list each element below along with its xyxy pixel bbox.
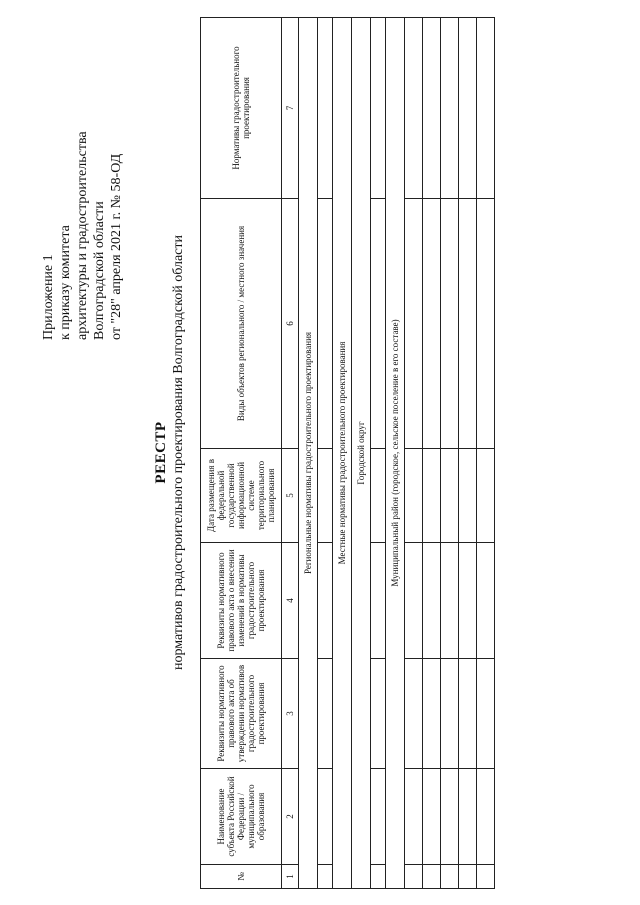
header-cell: Наименование субъекта Российской Федерации / муниципального образования	[201, 769, 282, 865]
section-local: Местные нормативы градостроительного проектирования	[333, 18, 352, 889]
column-number: 4	[282, 543, 299, 659]
section-row	[352, 18, 371, 889]
column-number-row	[282, 18, 299, 889]
table-row	[405, 18, 423, 889]
table-row	[477, 18, 495, 889]
appendix-line: от "28" апреля 2021 г. № 58-ОД	[109, 153, 124, 340]
column-number: 6	[282, 199, 299, 449]
header-cell: Реквизиты нормативного правового акта о внесении изменений в нормативы градостроительного проектирования	[201, 543, 282, 659]
section-regional: Региональные нормативы градостроительного проектирования	[299, 18, 318, 889]
header-cell: Нормативы градостроительного проектирования	[201, 18, 282, 199]
section-city-district: Городской округ	[352, 18, 371, 889]
appendix-line: к приказу комитета	[58, 225, 73, 340]
column-number: 5	[282, 449, 299, 543]
section-row	[386, 18, 405, 889]
title-main: РЕЕСТР	[153, 421, 169, 484]
section-row	[333, 18, 352, 889]
section-municipal-district: Муниципальный район (городское, сельское поселение в его составе)	[386, 18, 405, 889]
appendix-line: архитектуры и градостроительства	[75, 131, 90, 340]
column-number: 3	[282, 659, 299, 769]
table-row	[318, 18, 333, 889]
table-row	[459, 18, 477, 889]
header-cell: №	[201, 865, 282, 889]
document-title	[152, 0, 188, 905]
registry-table	[200, 17, 495, 889]
column-number: 2	[282, 769, 299, 865]
table-row	[371, 18, 386, 889]
section-row	[299, 18, 318, 889]
appendix-line: Волгоградской области	[92, 201, 107, 340]
table-row	[441, 18, 459, 889]
header-cell: Дата размещения в федеральной государственной информационной системе территориального планирования	[201, 449, 282, 543]
column-number: 7	[282, 18, 299, 199]
title-subtitle: нормативов градостроительного проектирования Волгоградской области	[171, 234, 186, 671]
table-header-row	[201, 18, 282, 889]
appendix-note	[40, 40, 125, 340]
table-row	[423, 18, 441, 889]
header-cell: Виды объектов регионального / местного значения	[201, 199, 282, 449]
appendix-line: Приложение 1	[41, 254, 56, 340]
column-number: 1	[282, 865, 299, 889]
header-cell: Реквизиты нормативного правового акта об утверждении нормативов градостроительного проектирования	[201, 659, 282, 769]
